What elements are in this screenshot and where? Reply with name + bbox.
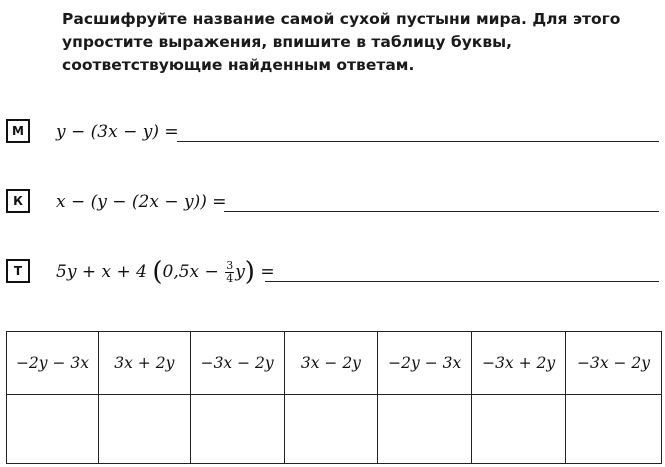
instructions-text: Расшифруйте название самой сухой пустыни мира. Для этого упростите выражения, впишите в таблицу буквы, соответствующие найденным ответам. xyxy=(62,10,621,74)
close-paren: ) xyxy=(244,257,255,287)
letter-box-m: М xyxy=(6,119,30,143)
answer-cell-5: −2y − 3x xyxy=(378,332,472,395)
task-row-t xyxy=(0,256,665,290)
answers-row xyxy=(7,332,662,395)
answer-line-k[interactable] xyxy=(224,211,659,212)
letters-row xyxy=(7,395,662,464)
fraction-numerator: 3 xyxy=(226,259,234,272)
answer-cell-4: 3x − 2y xyxy=(284,332,378,395)
answer-cell-1: −2y − 3x xyxy=(7,332,99,395)
fraction-denominator: 4 xyxy=(226,272,234,285)
open-paren: ( xyxy=(152,257,163,287)
expression-m: y − (3x − y) = xyxy=(56,122,179,142)
letter-cell-3[interactable] xyxy=(190,395,284,464)
expression-k: x − (y − (2x − y)) = xyxy=(56,192,227,212)
letter-cell-4[interactable] xyxy=(284,395,378,464)
expression-t-start: 5y + x + 4 xyxy=(56,262,147,282)
equals-sign: = xyxy=(260,262,275,282)
letter-box-t: Т xyxy=(6,259,30,283)
expression-t-inner: 0,5x − xyxy=(162,262,219,282)
letter-cell-5[interactable] xyxy=(378,395,472,464)
expression-t-variable: y xyxy=(235,262,245,282)
answer-table xyxy=(6,331,662,464)
fraction-three-quarters xyxy=(225,260,234,285)
answer-line-t[interactable] xyxy=(265,281,659,282)
letter-cell-1[interactable] xyxy=(7,395,99,464)
answer-cell-7: −3x − 2y xyxy=(566,332,662,395)
letter-cell-2[interactable] xyxy=(98,395,190,464)
letter-cell-7[interactable] xyxy=(566,395,662,464)
answer-cell-3: −3x − 2y xyxy=(190,332,284,395)
expression-t xyxy=(56,256,275,288)
task-row-m xyxy=(0,116,665,150)
answer-cell-6: −3x + 2y xyxy=(472,332,566,395)
task-row-k xyxy=(0,186,665,220)
letter-box-k: К xyxy=(6,189,30,213)
answer-cell-2: 3x + 2y xyxy=(98,332,190,395)
letter-cell-6[interactable] xyxy=(472,395,566,464)
answer-line-m[interactable] xyxy=(177,141,659,142)
